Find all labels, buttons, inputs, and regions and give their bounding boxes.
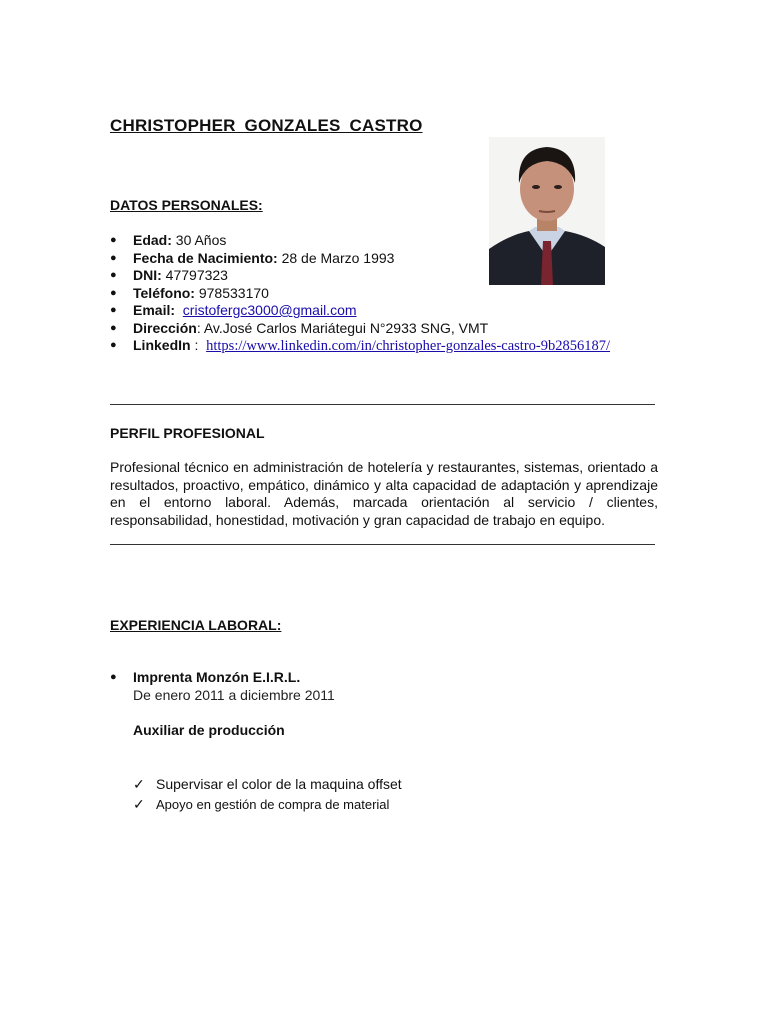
list-item-age bbox=[110, 232, 610, 250]
list-item-email bbox=[110, 302, 610, 320]
value-age: 30 Años bbox=[175, 232, 227, 248]
task-item bbox=[133, 775, 402, 793]
value-phone: 978533170 bbox=[198, 284, 269, 301]
task-text: Apoyo en gestión de compra de material bbox=[156, 797, 390, 812]
task-text: Supervisar el color de la maquina offset bbox=[156, 776, 402, 792]
check-icon: ✓ bbox=[133, 796, 145, 812]
bullet-icon: ● bbox=[110, 321, 117, 334]
label-birthdate: Fecha de Nacimiento: bbox=[133, 249, 278, 266]
list-item-address bbox=[110, 320, 610, 338]
job-role: Auxiliar de producción bbox=[133, 722, 285, 738]
profile-heading: PERFIL PROFESIONAL bbox=[110, 425, 265, 441]
bullet-icon: ● bbox=[110, 339, 117, 351]
email-link[interactable]: cristofergc3000@gmail.com bbox=[182, 302, 357, 318]
label-email: Email: bbox=[133, 302, 176, 318]
bullet-icon: ● bbox=[110, 286, 117, 299]
job-period: De enero 2011 a diciembre 2011 bbox=[133, 687, 335, 703]
job-company: Imprenta Monzón E.I.R.L. bbox=[133, 669, 301, 685]
label-dni: DNI: bbox=[133, 267, 162, 283]
bullet-icon: ● bbox=[110, 251, 117, 264]
label-age: Edad: bbox=[133, 232, 172, 248]
job-company-row bbox=[110, 668, 335, 686]
personal-data-list bbox=[110, 232, 610, 355]
task-item bbox=[133, 795, 389, 814]
list-item-dni bbox=[110, 267, 610, 285]
value-dni: 47797323 bbox=[165, 267, 228, 283]
value-address: : Av.José Carlos Mariátegui N°2933 SNG, VMT bbox=[196, 319, 489, 336]
value-birthdate: 28 de Marzo 1993 bbox=[281, 249, 395, 266]
list-item-linkedin: ● LinkedIn : https://www.linkedin.com/in/christopher-gonzales-castro-9b2856187/ bbox=[110, 337, 611, 354]
list-item-phone bbox=[110, 285, 610, 303]
bullet-icon: ● bbox=[110, 234, 117, 246]
list-item-birthdate bbox=[110, 250, 610, 268]
profile-paragraph: Profesional técnico en administración de hotelería y restaurantes, sistemas, orientado a resultados, proactivo, empático, dinámico y alta capacidad de adaptación y aprendizaje en el entorno laboral. Además, marcada orientación al servicio / clientes, responsabilidad, honestidad, motivación y gran capacidad de trabajo en equipo. bbox=[110, 459, 658, 528]
personal-data-heading: DATOS PERSONALES: bbox=[110, 197, 263, 213]
label-address: Dirección bbox=[133, 319, 197, 336]
bullet-icon: ● bbox=[110, 304, 117, 316]
bullet-icon: ● bbox=[110, 269, 117, 281]
experience-heading: EXPERIENCIA LABORAL: bbox=[110, 617, 282, 633]
label-phone: Teléfono: bbox=[133, 284, 195, 301]
label-linkedin: LinkedIn bbox=[133, 337, 191, 353]
bullet-icon: ● bbox=[110, 671, 117, 683]
check-icon: ✓ bbox=[133, 776, 145, 792]
divider-line bbox=[110, 404, 655, 405]
job-entry bbox=[110, 668, 335, 704]
linkedin-link[interactable]: https://www.linkedin.com/in/christopher-gonzales-castro-9b2856187/ bbox=[206, 338, 611, 354]
cv-name: CHRISTOPHER GONZALES CASTRO bbox=[110, 116, 423, 135]
divider-line bbox=[110, 544, 655, 545]
